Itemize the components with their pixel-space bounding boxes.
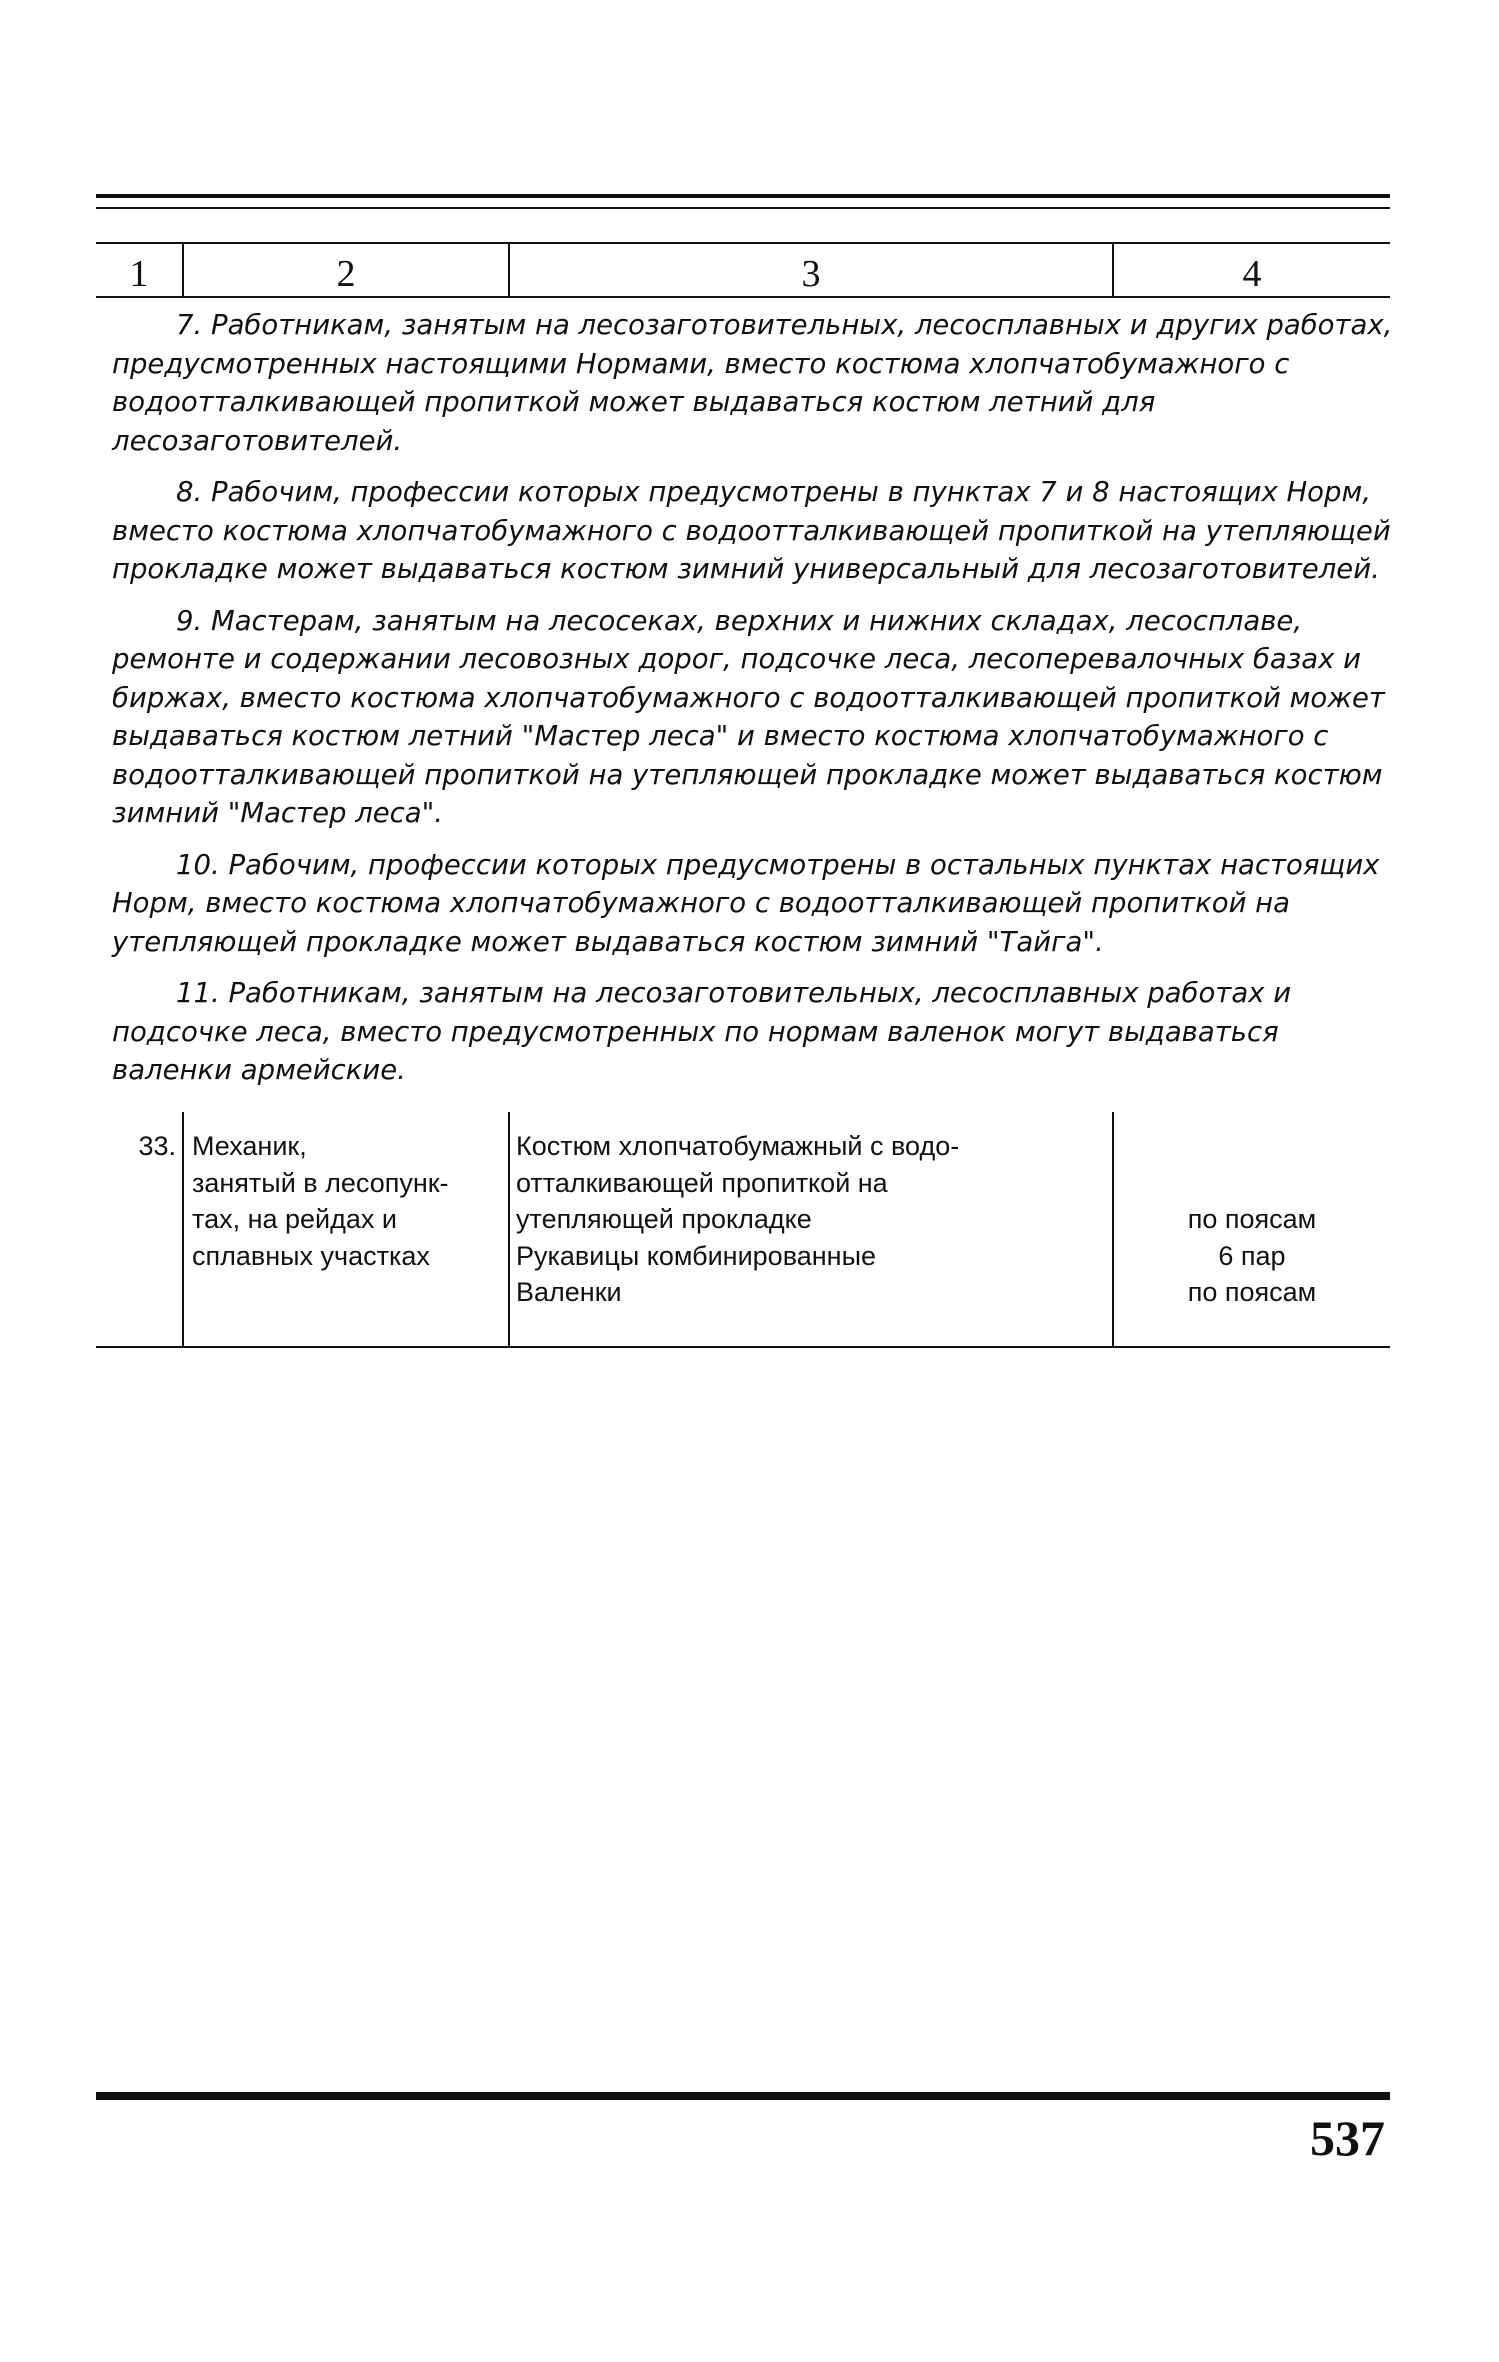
page-number: 537 (1310, 2110, 1385, 2166)
item-line: Рукавицы комбинированные (516, 1240, 876, 1271)
item-line: утепляющей прокладке (516, 1204, 812, 1234)
top-double-rule-thick (96, 194, 1390, 198)
profession-line: сплавных участках (192, 1240, 430, 1271)
row-profession (192, 1128, 506, 1274)
row-items (516, 1128, 1110, 1311)
row-divider-1 (182, 1112, 184, 1348)
profession-line: тах, на рейдах и (192, 1204, 397, 1234)
item-line: отталкивающей пропиткой на (516, 1167, 888, 1198)
footer-rule (96, 2092, 1390, 2100)
note-10: 10. Рабочим, профессии которых предусмотрены в остальных пунктах настоящих Норм, вместо костюма хлопчатобумажного с водоотталкивающей пропиткой на утепляющей прокладке может выдаваться костюм зимний "Тайга". (112, 848, 1380, 958)
note-8: 8. Рабочим, профессии которых предусмотрены в пунктах 7 и 8 настоящих Норм, вместо костюма хлопчатобумажного с водоотталкивающей пропиткой на утепляющей прокладке может выдаваться костюм зимний универсальный для лесозаготовителей. (112, 476, 1391, 585)
header-col-4: 4 (1242, 253, 1262, 295)
top-double-rule-thin (96, 207, 1390, 209)
profession-line: занятый в лесопунк- (192, 1167, 449, 1198)
term-line (1114, 1128, 1390, 1165)
row-number: 33. (138, 1131, 176, 1161)
notes-block (112, 306, 1402, 1103)
header-col-3: 3 (801, 253, 821, 295)
note-11: 11. Работникам, занятым на лесозаготовительных, лесосплавных работах и подсочке леса, вместо предусмотренных по нормам валенок могут выдаваться валенки армейские. (112, 977, 1292, 1086)
row-terms (1114, 1128, 1390, 1311)
term-line: по поясам (1187, 1277, 1317, 1307)
header-bottom-border (96, 296, 1390, 298)
item-line: Валенки (516, 1277, 622, 1307)
term-line: 6 пар (1218, 1240, 1286, 1271)
term-line (1114, 1165, 1390, 1202)
note-7: 7. Работникам, занятым на лесозаготовительных, лесосплавных и других работах, предусмотренных настоящими Нормами, вместо костюма хлопчатобумажного с водоотталкивающей пропиткой может выдаваться костюм летний для лесозаготовителей. (112, 309, 1393, 457)
header-col-1: 1 (129, 253, 149, 295)
term-line: по поясам (1187, 1204, 1317, 1234)
item-line: Костюм хлопчатобумажный с водо- (516, 1131, 960, 1161)
row-bottom-border (96, 1346, 1390, 1348)
header-top-border (96, 242, 1390, 244)
note-9: 9. Мастерам, занятым на лесосеках, верхних и нижних складах, лесосплаве, ремонте и содержании лесовозных дорог, подсочке леса, лесоперевалочных базах и биржах, вместо костюма хлопчатобумажного с водоотталкивающей пропиткой может выдаваться костюм летний "Мастер леса" и вместо костюма хлопчатобумажного с водоотталкивающей пропиткой на утепляющей прокладке может выдаваться костюм зимний "Мастер леса". (112, 604, 1385, 829)
profession-line: Механик, (192, 1131, 307, 1161)
row-divider-2 (508, 1112, 510, 1348)
header-col-2: 2 (336, 253, 356, 295)
